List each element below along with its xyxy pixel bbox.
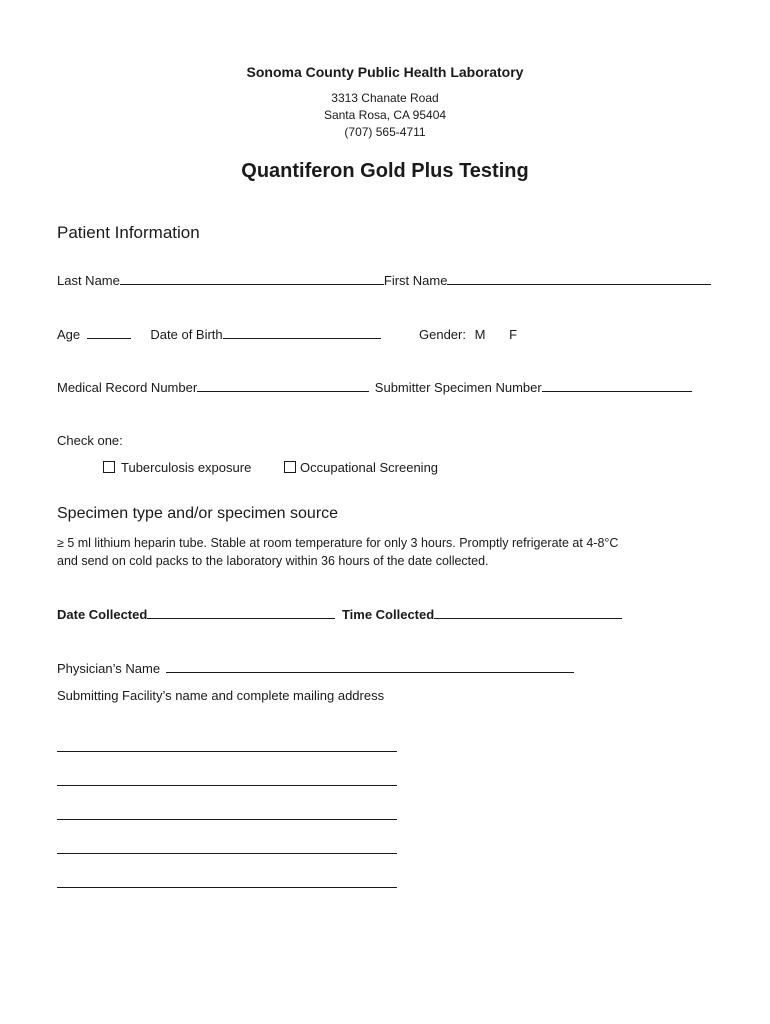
physician-name-field[interactable]: [166, 661, 574, 673]
physician-name-label: Physician’s Name: [57, 661, 161, 676]
facility-address-line-2[interactable]: [57, 785, 397, 786]
option-tb-exposure[interactable]: [103, 460, 251, 475]
age-field[interactable]: [87, 327, 131, 339]
facility-address-line-3[interactable]: [57, 819, 397, 820]
phone-number: (707) 565-4711: [344, 125, 426, 139]
last-name-field[interactable]: [120, 273, 384, 285]
submitter-specimen-label: Submitter Specimen Number: [374, 380, 542, 395]
address-line-1: 3313 Chanate Road: [331, 91, 439, 105]
occupational-screening-checkbox[interactable]: [284, 461, 296, 473]
facility-address-line-1[interactable]: [57, 751, 397, 752]
specimen-instructions-line-1: ≥ 5 ml lithium heparin tube. Stable at room temperature for only 3 hours. Promptly refrigerate at 4-8°C: [57, 536, 619, 550]
tb-exposure-checkbox[interactable]: [103, 461, 115, 473]
gender-group: [419, 327, 517, 342]
occupational-screening-label: Occupational Screening: [300, 460, 439, 475]
facility-label: Submitting Facility’s name and complete mailing address: [57, 688, 385, 703]
collection-row: [57, 607, 622, 622]
facility-address-line-4[interactable]: [57, 853, 397, 854]
submitter-specimen-field[interactable]: [542, 380, 692, 392]
organization-name: Sonoma County Public Health Laboratory: [246, 64, 524, 80]
form-title: Quantiferon Gold Plus Testing: [241, 160, 529, 182]
first-name-field[interactable]: [447, 273, 711, 285]
physician-row: [57, 661, 574, 676]
age-label: Age: [57, 327, 81, 342]
mrn-row: [57, 380, 692, 395]
date-collected-field[interactable]: [147, 607, 335, 619]
gender-option-m[interactable]: M: [474, 327, 486, 342]
patient-info-heading: Patient Information: [57, 223, 200, 242]
facility-address-line-5[interactable]: [57, 887, 397, 888]
tb-exposure-label: Tuberculosis exposure: [121, 460, 252, 475]
mrn-label: Medical Record Number: [57, 380, 198, 395]
time-collected-label: Time Collected: [341, 607, 435, 622]
last-name-row: [57, 273, 711, 288]
date-collected-label: Date Collected: [57, 607, 148, 622]
specimen-instructions-line-2: and send on cold packs to the laboratory within 36 hours of the date collected.: [57, 554, 489, 568]
gender-option-f[interactable]: F: [509, 327, 518, 342]
option-occupational-screening[interactable]: [284, 460, 438, 475]
gender-label: Gender:: [419, 327, 466, 342]
age-dob-row: [57, 327, 381, 342]
address-line-2: Santa Rosa, CA 95404: [323, 108, 447, 122]
time-collected-field[interactable]: [434, 607, 622, 619]
last-name-label: Last Name: [57, 273, 120, 288]
mrn-field[interactable]: [197, 380, 369, 392]
first-name-label: First Name: [383, 273, 448, 288]
dob-label: Date of Birth: [150, 327, 223, 342]
specimen-heading: Specimen type and/or specimen source: [57, 505, 339, 522]
check-one-label: Check one:: [57, 433, 123, 448]
dob-field[interactable]: [223, 327, 381, 339]
